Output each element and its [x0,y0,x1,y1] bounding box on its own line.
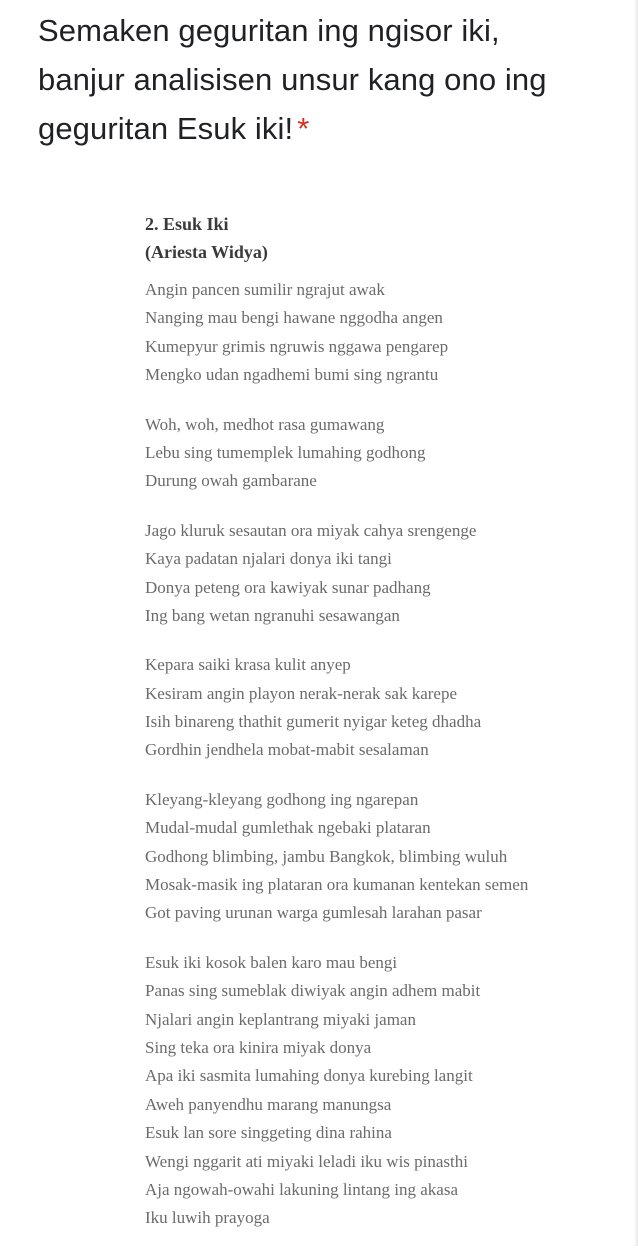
poem-title: 2. Esuk Iki [145,214,229,234]
verse-line: Angin pancen sumilir ngrajut awak [145,280,385,299]
stanza-5 [145,786,528,928]
stanza-6 [145,949,528,1233]
page-edge-shadow [634,0,638,1246]
verse-line: Isih binareng thathit gumerit nyigar keteg dhadha [145,712,482,732]
poem-body [145,276,528,1254]
verse-line: Godhong blimbing, jambu Bangkok, blimbing wuluh [145,846,508,866]
required-asterisk: * [297,111,310,146]
question-line-1: Semaken geguritan ing ngisor iki, [38,13,500,48]
stanza-1 [145,276,528,390]
verse-line: Kepara saiki krasa kulit anyep [145,655,351,675]
poem-author: (Ariesta Widya) [145,242,268,262]
verse-line: Woh, woh, medhot rasa gumawang [145,414,385,434]
verse-line: Mengko udan ngadhemi bumi sing ngrantu [145,365,439,385]
verse-line: Iku luwih prayoga [145,1208,270,1228]
question-line-3-text: geguritan Esuk iki! [38,111,294,146]
question-title [38,6,618,153]
stanza-3 [145,517,528,631]
verse-line: Aja ngowah-owahi lakuning lintang ing akasa [145,1179,459,1199]
verse-line: Esuk lan sore singgeting dina rahina [145,1123,392,1143]
verse-line: Jago kluruk sesautan ora miyak cahya srengenge [145,520,477,540]
verse-line: Njalari angin keplantrang miyaki jaman [145,1009,416,1029]
verse-line: Esuk iki kosok balen karo mau bengi [145,952,398,972]
verse-line: Ing bang wetan ngranuhi sesawangan [145,605,400,625]
question-line-2: banjur analisisen unsur kang ono ing [38,62,547,97]
verse-line: Kaya padatan njalari donya iki tangi [145,549,392,569]
verse-line: Mudal-mudal gumlethak ngebaki plataran [145,818,431,838]
poem-image [0,188,634,1246]
verse-line: Wengi nggarit ati miyaki leladi iku wis pinasthi [145,1151,468,1171]
verse-line: Gordhin jendhela mobat-mabit sesalaman [145,740,429,760]
verse-line: Kleyang-kleyang godhong ing ngarepan [145,789,419,809]
stanza-2 [145,411,528,496]
verse-line: Kesiram angin playon nerak-nerak sak karepe [145,683,458,703]
question-line-3 [38,104,618,153]
poem-heading [145,210,268,266]
verse-line: Aweh panyendhu marang manungsa [145,1094,392,1114]
verse-line: Panas sing sumeblak diwiyak angin adhem mabit [145,981,481,1001]
verse-line: Got paving urunan warga gumlesah larahan pasar [145,903,482,923]
verse-line: Donya peteng ora kawiyak sunar padhang [145,577,431,597]
verse-line: Apa iki sasmita lumahing donya kurebing langit [145,1066,473,1086]
verse-line: Nanging mau bengi hawane nggodha angen [145,308,443,328]
stanza-4 [145,651,528,765]
verse-line: Kumepyur grimis ngruwis nggawa pengarep [145,336,449,356]
verse-line: Lebu sing tumemplek lumahing godhong [145,442,426,462]
verse-line: Durung owah gambarane [145,471,317,491]
verse-line: Sing teka ora kinira miyak donya [145,1037,372,1057]
verse-line: Mosak-masik ing plataran ora kumanan kentekan semen [145,875,529,895]
